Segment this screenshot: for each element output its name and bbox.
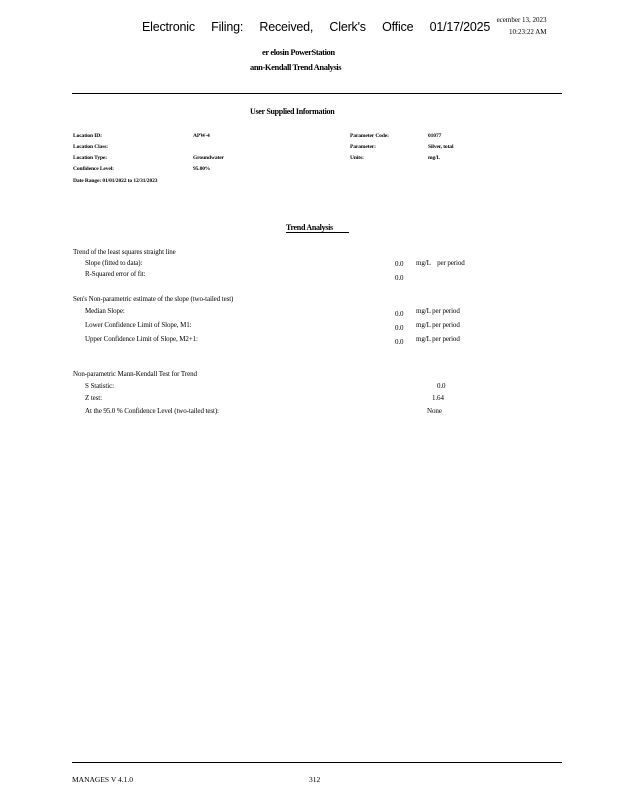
z-test-value: 1.64 (432, 394, 444, 402)
location-id-label: Location ID: (73, 133, 102, 139)
sen-slope-heading: Sen's Non-parametric estimate of the slope (two-tailed test) (73, 295, 234, 303)
filing-stamp: Electronic Filing: Received, Clerk's Office 01/17/2025 (142, 20, 491, 34)
confidence-level-value: 95.00% (193, 166, 211, 172)
report-datetime (493, 14, 547, 38)
user-info-heading: User Supplied Information (250, 107, 335, 116)
page-number: 312 (309, 775, 321, 784)
parameter-value: Silver, total (428, 144, 454, 150)
parameter-code-value: 01077 (428, 133, 442, 139)
confidence-result-value: None (427, 407, 442, 415)
location-type-label: Location Type: (73, 155, 107, 161)
lower-limit-unit: mg/L per period (416, 321, 460, 329)
confidence-result-label: At the 95.0 % Confidence Level (two-tailed test): (85, 407, 219, 415)
upper-limit-label: Upper Confidence Limit of Slope, M2+1: (85, 335, 198, 343)
lower-limit-label: Lower Confidence Limit of Slope, M1: (85, 321, 192, 329)
median-slope-label: Median Slope: (85, 307, 125, 315)
median-slope-value: 0.0 (395, 310, 404, 318)
slope-label: Slope (fitted to data): (85, 259, 143, 267)
lower-limit-value: 0.0 (395, 324, 404, 332)
location-class-label: Location Class: (73, 144, 109, 150)
parameter-label: Parameter: (350, 144, 376, 150)
s-statistic-value: 0.0 (437, 382, 446, 390)
date-range: Date Range: 01/01/2022 to 12/31/2023 (73, 178, 158, 184)
z-test-label: Z test: (85, 394, 102, 402)
mann-kendall-heading: Non-parametric Mann-Kendall Test for Trend (73, 370, 197, 378)
location-type-value: Groundwater (193, 155, 224, 161)
r-squared-label: R-Squared error of fit: (85, 270, 146, 278)
upper-limit-unit: mg/L per period (416, 335, 460, 343)
report-title-line1: er elosin PowerStation (262, 47, 335, 57)
software-version: MANAGES V 4.1.0 (72, 775, 133, 784)
slope-value: 0.0 (395, 260, 404, 268)
header-rule (72, 93, 562, 94)
units-label: Units: (350, 155, 364, 161)
parameter-code-label: Parameter Code: (350, 133, 389, 139)
confidence-level-label: Confidence Level: (73, 166, 114, 172)
r-squared-value: 0.0 (395, 274, 404, 282)
median-slope-unit: mg/L per period (416, 307, 460, 315)
s-statistic-label: S Statistic: (85, 382, 114, 390)
report-date: ecember 13, 2023 (496, 16, 547, 24)
footer-rule (72, 762, 562, 763)
report-title-line2: ann-Kendall Trend Analysis (250, 62, 342, 72)
slope-unit: mg/L per period (416, 259, 465, 267)
least-squares-heading: Trend of the least squares straight line (73, 248, 176, 256)
location-id-value: APW-4 (193, 133, 210, 139)
upper-limit-value: 0.0 (395, 338, 404, 346)
trend-analysis-heading: Trend Analysis (286, 223, 349, 233)
report-time: 10:23:22 AM (509, 28, 547, 36)
units-value: mg/L (428, 155, 441, 161)
